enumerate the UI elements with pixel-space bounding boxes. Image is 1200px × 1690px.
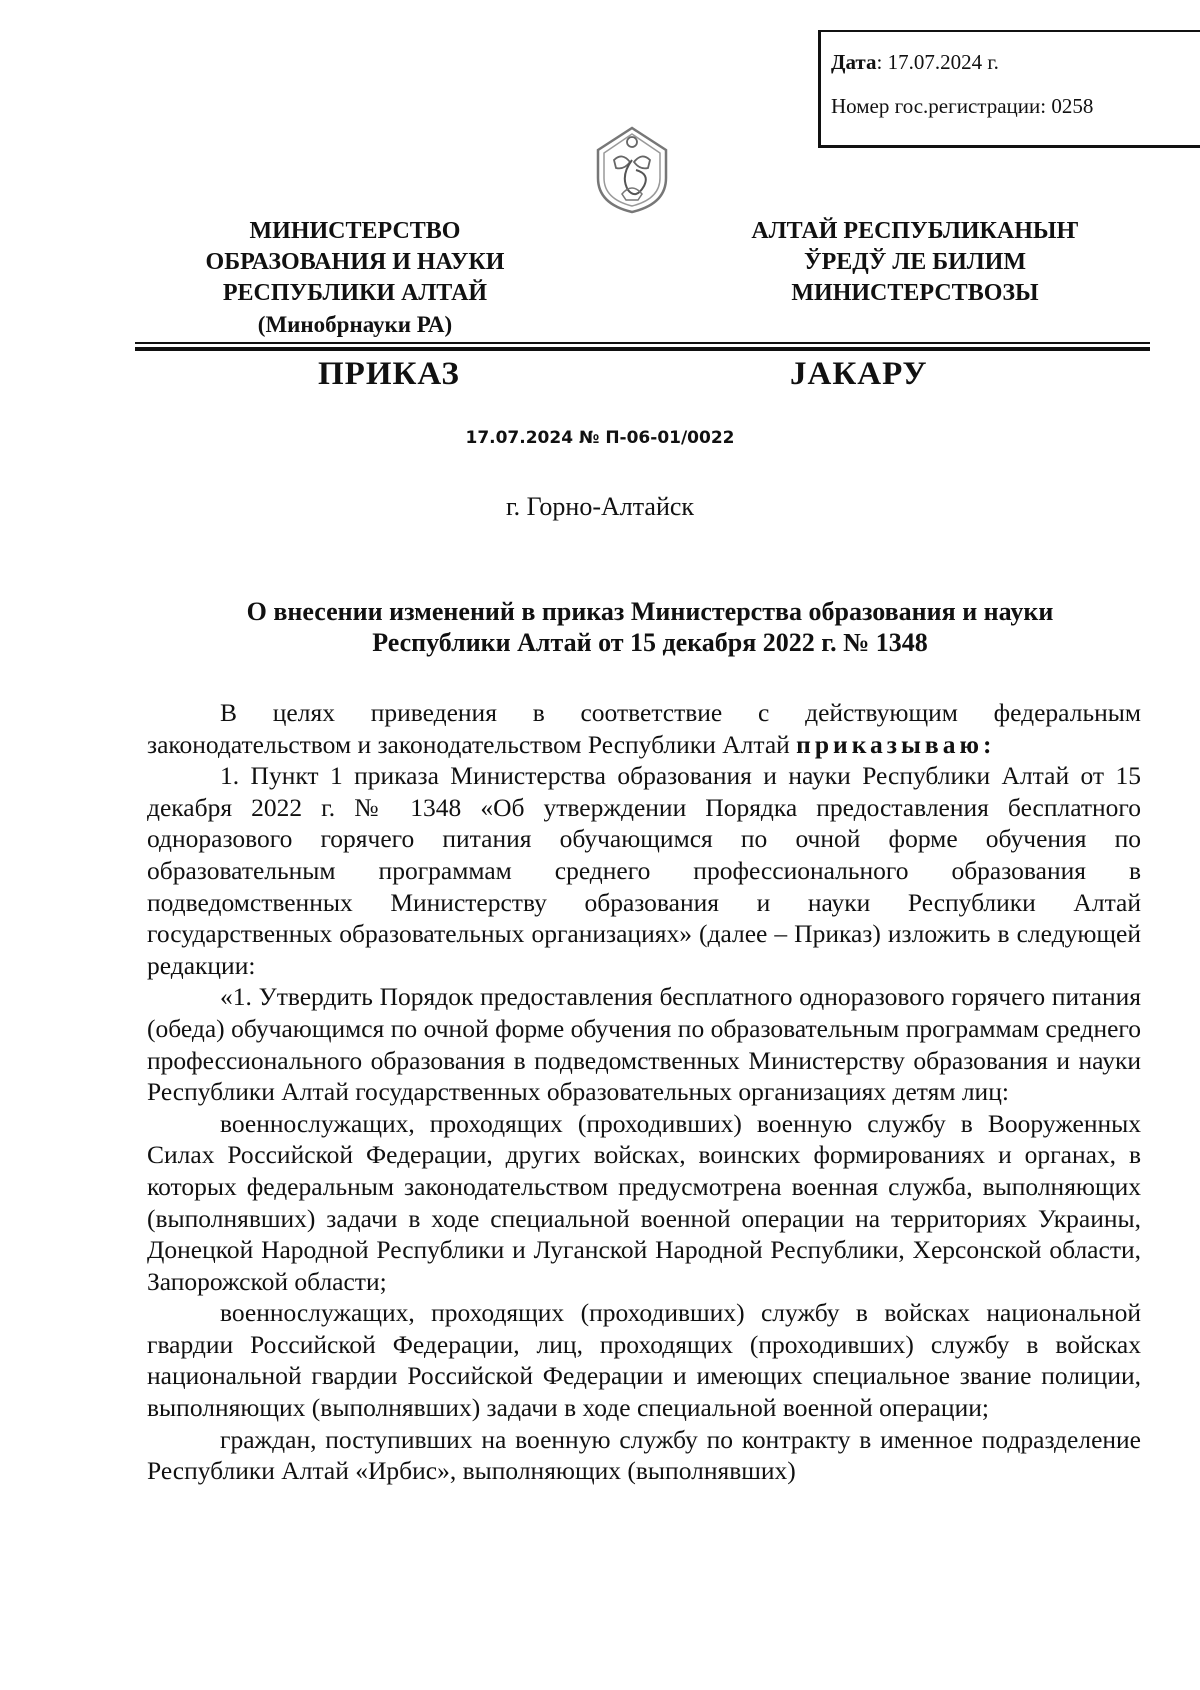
- doc-type-altai: JАКАРУ: [790, 356, 928, 392]
- header-divider-thin: [135, 342, 1150, 344]
- ministry-altai-line-3: МИНИСТЕРСТВОЗЫ: [791, 280, 1039, 306]
- ministry-name-line-1: МИНИСТЕРСТВО: [249, 218, 461, 244]
- body-paragraph-2: «1. Утвердить Порядок предоставления бесплатного одноразового горячего питания (обеда) обучающимся по очной форме обучения по образовательным программам среднего профессионального образования в подведомственных Министерству образования и науки Республики Алтай государственных образовательных организациях детям лиц:: [147, 982, 1141, 1107]
- ministry-name-altai: [735, 216, 1095, 309]
- registration-date-label: Дата: [831, 50, 877, 74]
- order-city: г. Горно-Алтайск: [505, 492, 695, 521]
- registration-number-label: Номер гос.регистрации: [831, 94, 1041, 119]
- ministry-abbreviation: (Минобрнауки РА): [257, 312, 453, 337]
- registration-number-value: 0258: [1051, 94, 1094, 119]
- order-title: [150, 596, 1150, 658]
- ministry-altai-line-2: ЎРЕДЎ ЛЕ БИЛИМ: [803, 249, 1027, 275]
- ministry-altai-line-1: АЛТАЙ РЕСПУБЛИКАНЫҤ: [751, 218, 1079, 244]
- altai-republic-emblem-icon: [592, 120, 672, 216]
- order-title-line-1: О внесении изменений в приказ Министерства образования и науки: [246, 597, 1054, 626]
- preamble-text: В целях приведения в соответствие с действующим федеральным законодательством и законодательством Республики Алтай: [147, 698, 1141, 759]
- preamble-emphasis: приказываю:: [796, 729, 996, 759]
- doc-type-russian: ПРИКАЗ: [318, 356, 460, 392]
- registration-date-value: 17.07.2024 г.: [887, 50, 999, 74]
- ministry-name-line-2: ОБРАЗОВАНИЯ И НАУКИ: [205, 249, 505, 275]
- ministry-name-russian: [160, 216, 550, 340]
- body-paragraph-4: военнослужащих, проходящих (проходивших) службу в войсках национальной гвардии Российской Федерации, лиц, проходящих (проходивших) службу в войсках национальной гвардии Российской Федерации и имеющих специальное звание полиции, выполняющих (выполнявших) задачи в ходе специальной военной операции;: [147, 1298, 1141, 1423]
- body-paragraph-1: 1. Пункт 1 приказа Министерства образования и науки Республики Алтай от 15 декабря 2022 г. № 1348 «Об утверждении Порядка предоставления бесплатного одноразового горячего питания обучающимся по очной форме обучения по образовательным программам среднего профессионального образования в подведомственных Министерству образования и науки Республики Алтай государственных образовательных организациях» (далее – Приказ) изложить в следующей редакции:: [147, 761, 1141, 980]
- body-paragraph-5: граждан, поступивших на военную службу по контракту в именное подразделение Республики Алтай «Ирбис», выполняющих (выполнявших): [147, 1424, 1141, 1486]
- ministry-name-line-3: РЕСПУБЛИКИ АЛТАЙ: [222, 280, 488, 306]
- header-divider-thick: [135, 347, 1150, 351]
- body-paragraph-3: военнослужащих, проходящих (проходивших) военную службу в Вооруженных Силах Российской Федерации, других войсках, воинских формированиях и органах, в которых федеральным законодательством предусмотрена военная служба, выполняющих (выполнявших) задачи в ходе специальной военной операции на территориях Украины, Донецкой Народной Республики и Луганской Народной Республики, Херсонской области, Запорожской области;: [147, 1108, 1141, 1296]
- order-number: 17.07.2024 № П-06-01/0022: [465, 428, 735, 448]
- body-paragraph-preamble: [147, 697, 1141, 760]
- order-body: [147, 697, 1141, 1487]
- registration-stamp: [818, 30, 1200, 148]
- registration-date: Дата: 17.07.2024 г.: [831, 50, 999, 74]
- registration-number: Номер гос.регистрации: 0258: [831, 94, 1094, 119]
- order-title-line-2: Республики Алтай от 15 декабря 2022 г. № 1348: [372, 628, 928, 657]
